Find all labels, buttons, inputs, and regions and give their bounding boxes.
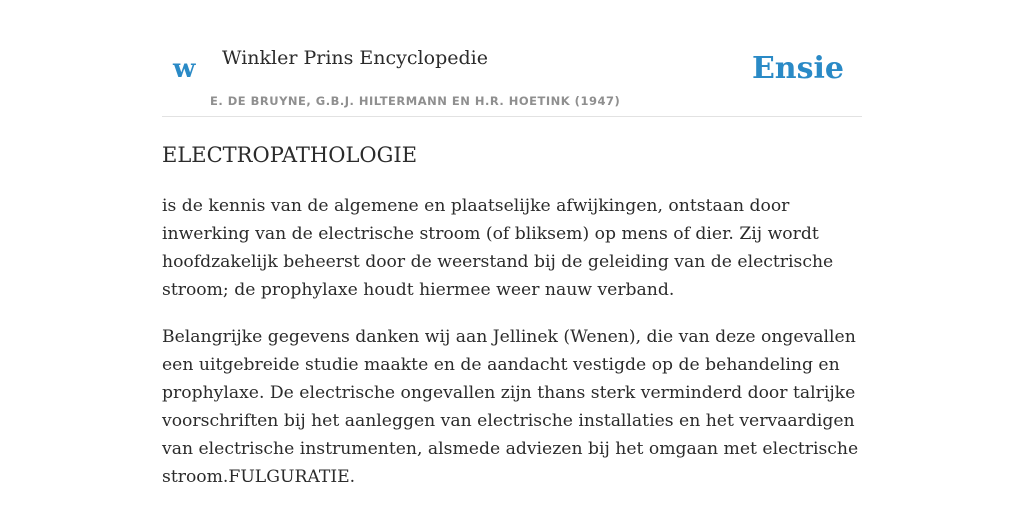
article-paragraph: Belangrijke gegevens danken wij aan Jellinek (Wenen), die van deze ongevallen een uitgebreide studie maakte en de aandacht vestigde op de behandeling en prophylaxe. De electrische ongevallen zijn thans sterk verminderd door talrijke voorschriften bij het aanleggen van electrische installaties en het vervaardigen van electrische instrumenten, alsmede adviezen bij het omgaan met electrische stroom.FULGURATIE.: [162, 327, 859, 487]
article-paragraph: is de kennis van de algemene en plaatselijke afwijkingen, ontstaan door inwerking van de electrische stroom (of bliksem) op mens of dier. Zij wordt hoofdzakelijk beheerst door de weerstand bij de geleiding van de electrische stroom; de prophylaxe houdt hiermee weer nauw verband.: [162, 196, 834, 300]
article-body: [162, 192, 862, 510]
ensie-brand-logo[interactable]: Ensie: [751, 51, 844, 86]
entry-title: ELECTROPATHOLOGIE: [162, 143, 418, 167]
site-title[interactable]: Winkler Prins Encyclopedie: [222, 47, 488, 69]
header: [162, 0, 862, 117]
winkler-prins-logo[interactable]: w: [173, 54, 196, 84]
authors-line: E. DE BRUYNE, G.B.J. HILTERMANN EN H.R. HOETINK (1947): [210, 94, 621, 108]
